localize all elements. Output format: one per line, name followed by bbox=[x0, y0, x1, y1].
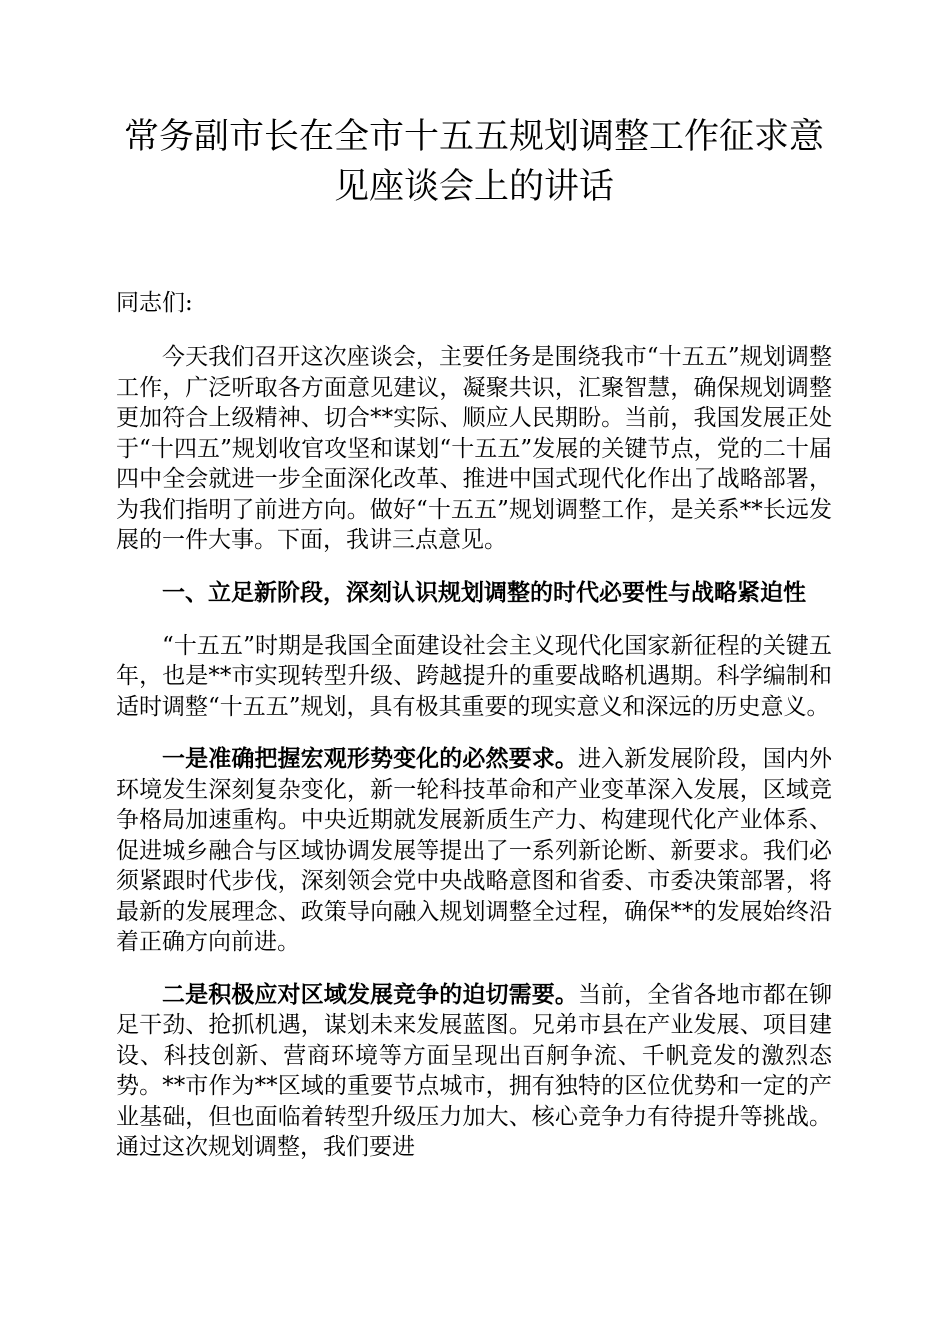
section-1-heading: 一、立足新阶段，深刻认识规划调整的时代必要性与战略紧迫性 bbox=[162, 579, 806, 606]
point-1-lead: 一是准确把握宏观形势变化的必然要求。 bbox=[162, 746, 578, 772]
point-2-lead: 二是积极应对区域发展竞争的迫切需要。 bbox=[162, 981, 578, 1008]
point-1-paragraph bbox=[116, 744, 832, 958]
point-2-paragraph bbox=[116, 980, 832, 1163]
point-1-text: 进入新发展阶段，国内外环境发生深刻复杂变化，新一轮科技革命和产业变革深入发展，区域竞争格局加速重构。中央近期就发展新质生产力、构建现代化产业体系、促进城乡融合与区域协调发展等提出了一系列新论断、新要求。我们必须紧跟时代步伐，深刻领会党中央战略意图和省委、市委决策部署，将最新的发展理念、政策导向融入规划调整全过程，确保**的发展始终沿着正确方向前进。 bbox=[116, 746, 833, 955]
document-page bbox=[116, 112, 832, 1163]
section-1-paragraph: “十五五”时期是我国全面建设社会主义现代化国家新征程的关键五年，也是**市实现转型升级、跨越提升的重要战略机遇期。科学编制和适时调整“十五五”规划，具有极其重要的现实意义和深远的历史意义。 bbox=[116, 632, 832, 720]
intro-paragraph: 今天我们召开这次座谈会，主要任务是围绕我市“十五五”规划调整工作，广泛听取各方面意见建议，凝聚共识，汇聚智慧，确保规划调整更加符合上级精神、切合**实际、顺应人民期盼。当前，我国发展正处于“十四五”规划收官攻坚和谋划“十五五”发展的关键节点，党的二十届四中全会就进一步全面深化改革、推进中国式现代化作出了战略部署，为我们指明了前进方向。做好“十五五”规划调整工作，是关系**长远发展的一件大事。下面，我讲三点意见。 bbox=[116, 344, 832, 553]
point-2-text: 当前，全省各地市都在铆足干劲、抢抓机遇，谋划未来发展蓝图。兄弟市县在产业发展、项目建设、科技创新、营商环境等方面呈现出百舸争流、千帆竞发的激烈态势。**市作为**区域的重要节点城市，拥有独特的区位优势和一定的产业基础，但也面临着转型升级压力加大、核心竞争力有待提升等挑战。通过这次规划调整，我们要进 bbox=[116, 981, 833, 1160]
salutation: 同志们: bbox=[116, 290, 193, 316]
document-title: 常务副市长在全市十五五规划调整工作征求意见座谈会上的讲话 bbox=[123, 117, 824, 207]
